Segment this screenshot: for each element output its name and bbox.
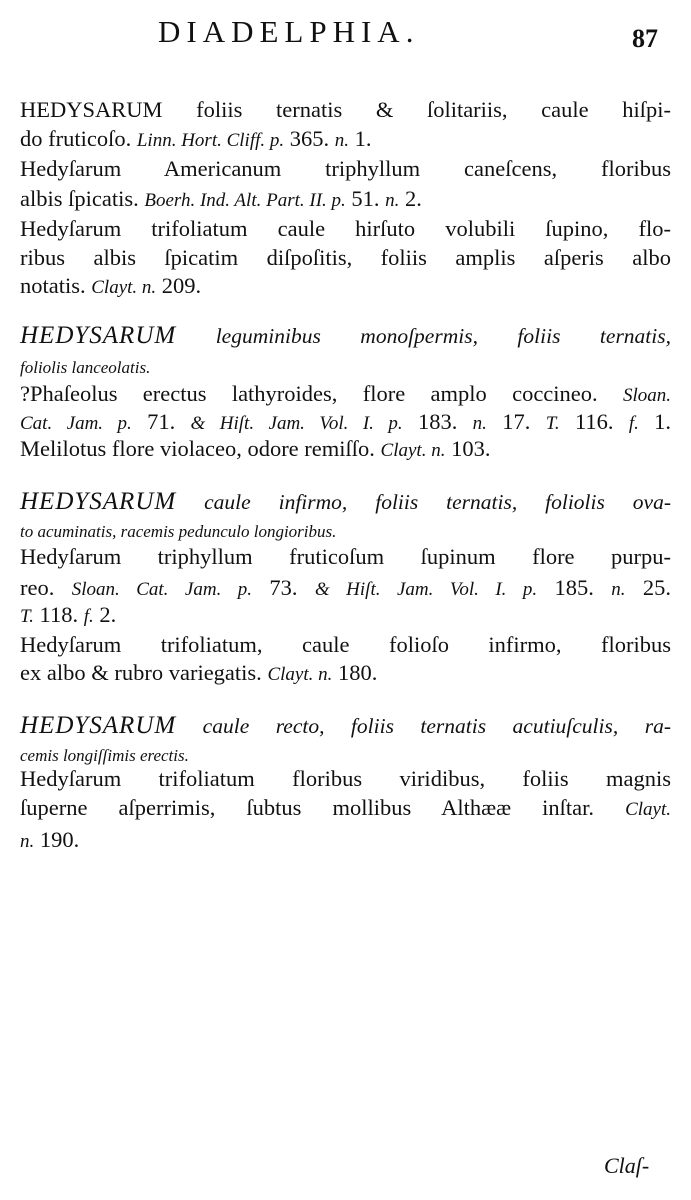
citation-ref: f. [628, 413, 639, 434]
synonym-text: 185. [537, 575, 612, 600]
text-line [20, 246, 671, 271]
synonym-text: 17. [486, 409, 546, 434]
text-line [20, 488, 671, 516]
genus-name: HEDYSARUM [20, 322, 177, 349]
synonym-text: 116. [559, 409, 629, 434]
running-title: DIADELPHIA. [158, 14, 420, 49]
citation-ref: & Hiſt. Jam. Vol. I. p. [190, 413, 403, 434]
synonym-text: ſuperne aſperrimis, ſubtus mollibus Althææ inſtar. [20, 795, 626, 820]
citation-ref: Clayt. n. [380, 440, 446, 461]
text-line [20, 98, 671, 123]
text-line [20, 437, 671, 462]
text-line [20, 545, 671, 570]
synonym-text: ?Phaſeolus erectus lathyroides, flore amplo coccineo. [20, 381, 623, 406]
synonym-text: 190. [34, 827, 80, 852]
diagnosis-continuation: cemis longiſſimis erectis. [20, 746, 189, 765]
synonym-text: 25. [625, 575, 671, 600]
text-line [20, 187, 671, 212]
synonym-text: 183. [402, 409, 473, 434]
synonym-text: 209. [156, 273, 202, 298]
text-line [20, 127, 671, 152]
synonym-text: notatis. [20, 273, 92, 298]
citation-ref: n. [20, 831, 35, 852]
citation-ref: n. [611, 579, 626, 600]
synonym-text: 1. [638, 409, 672, 434]
synonym-text: Hedyſarum triphyllum fruticoſum ſupinum flore purpu- [20, 544, 671, 569]
citation-ref: Clayt. n. [91, 277, 157, 298]
text-line [20, 712, 671, 740]
synonym-text: Melilotus flore violaceo, odore remiſſo. [20, 436, 381, 461]
diagnosis-text: caule recto, foliis ternatis acutiuſculis, ra- [176, 714, 671, 738]
diagnosis-continuation: foliolis lanceolatis. [20, 358, 151, 377]
synonym-text: albis ſpicatis. [20, 186, 145, 211]
text-line [20, 382, 671, 407]
genus-name: HEDYSARUM [20, 488, 177, 515]
text-line [20, 828, 671, 853]
citation-ref: n. [472, 413, 487, 434]
synonym-text: Hedyſarum trifoliatum, caule folioſo infirmo, floribus [20, 632, 671, 657]
text-line [20, 217, 671, 242]
text-line [20, 355, 671, 379]
synonym-text: 1. [349, 126, 372, 151]
diagnosis-continuation: to acuminatis, racemis pedunculo longioribus. [20, 522, 337, 541]
text-line [20, 576, 671, 601]
citation-ref: Boerh. Ind. Alt. Part. II. p. [144, 190, 346, 211]
page-number: 87 [632, 24, 658, 53]
catchword: Claſ- [604, 1153, 650, 1178]
synonym-text: HEDYSARUM foliis ternatis & ſolitariis, caule hiſpi- [20, 97, 671, 122]
citation-ref: Clayt. [625, 799, 671, 820]
synonym-text: 2. [93, 602, 117, 627]
citation-ref: Sloan. [622, 385, 671, 406]
citation-ref: & Hiſt. Jam. Vol. I. p. [314, 579, 538, 600]
genus-name: HEDYSARUM [20, 712, 177, 739]
text-line [20, 322, 671, 350]
text-line [20, 743, 671, 767]
diagnosis-text: caule infirmo, foliis ternatis, foliolis ova- [176, 490, 671, 514]
citation-ref: f. [83, 606, 94, 627]
synonym-text: ribus albis ſpicatim diſpoſitis, foliis amplis aſperis albo [20, 245, 671, 270]
diagnosis-text: leguminibus monoſpermis, foliis ternatis, [176, 324, 671, 348]
citation-ref: Linn. Hort. Cliff. p. [136, 130, 285, 151]
text-line [20, 410, 671, 435]
text-line [20, 661, 671, 686]
text-line [20, 157, 671, 182]
synonym-text: 71. [131, 409, 191, 434]
text-line [20, 603, 671, 628]
synonym-text: 180. [332, 660, 378, 685]
citation-ref: T. [20, 606, 34, 627]
text-line [20, 519, 671, 543]
text-line [20, 274, 671, 299]
citation-ref: T. [545, 413, 560, 434]
synonym-text: 365. [284, 126, 335, 151]
synonym-text: 51. [345, 186, 386, 211]
synonym-text: 2. [399, 186, 422, 211]
synonym-text: do fruticoſo. [20, 126, 137, 151]
synonym-text: reo. [20, 575, 72, 600]
text-line [20, 767, 671, 792]
synonym-text: 118. [33, 602, 84, 627]
synonym-text: ex albo & rubro variegatis. [20, 660, 268, 685]
citation-ref: Clayt. n. [267, 664, 333, 685]
text-line [20, 633, 671, 658]
citation-ref: Sloan. Cat. Jam. p. [71, 579, 253, 600]
synonym-text: Hedyſarum trifoliatum floribus viridibus, foliis magnis [20, 766, 671, 791]
citation-ref: n. [334, 130, 350, 151]
synonym-text: Hedyſarum trifoliatum caule hirſuto volubili ſupino, flo- [20, 216, 671, 241]
synonym-text: Hedyſarum Americanum triphyllum caneſcens, floribus [20, 156, 671, 181]
synonym-text: 103. [445, 436, 491, 461]
citation-ref: n. [385, 190, 400, 211]
citation-ref: Cat. Jam. p. [20, 413, 132, 434]
synonym-text: 73. [252, 575, 315, 600]
text-line [20, 796, 671, 821]
